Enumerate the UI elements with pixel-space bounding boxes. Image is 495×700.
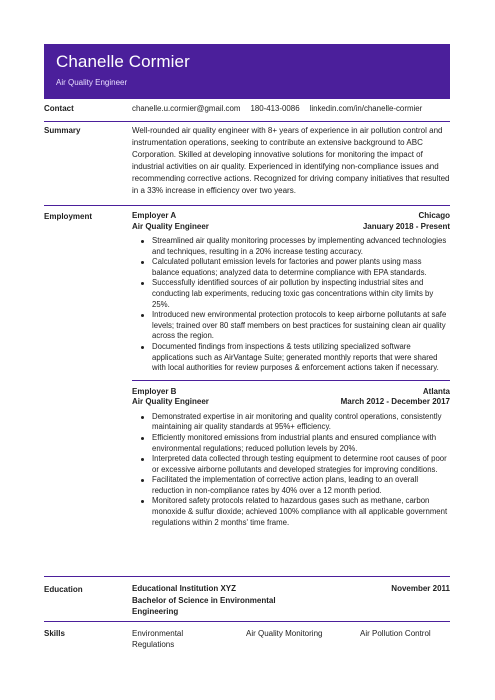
email-link[interactable]: chanelle.u.cormier@gmail.com (132, 104, 241, 113)
employer-name: Employer B (132, 386, 177, 396)
job-bullets (132, 412, 450, 529)
skills-list (132, 628, 450, 650)
institution-name: Educational Institution XYZ (132, 584, 236, 593)
job-entry (132, 211, 450, 374)
bullet-item: Successfully identified sources of air pollution by inspecting industrial sites and conducting lab experiments, reducing toxic gas concentrations within city limits by 25%. (132, 278, 450, 310)
skills-label: Skills (44, 629, 65, 638)
job-location: Chicago (418, 211, 450, 220)
phone-number[interactable]: 180-413-0086 (250, 104, 300, 113)
skill-item: Air Pollution Control (360, 629, 431, 638)
employment-label: Employment (44, 212, 93, 221)
bullet-item: Monitored safety protocols related to hazardous gases such as methane, carbon monoxide & sulfur dioxide; achieved 100% compliance with all applicable government regulations within 2 months' time frame. (132, 496, 450, 528)
job-bullets (132, 236, 450, 374)
bullet-item: Interpreted data collected through testing equipment to determine root causes of poor or excessive airborne pollutants and developed strategies for improving conditions. (132, 454, 450, 475)
job-dates: January 2018 - Present (362, 221, 450, 231)
contact-details (132, 103, 450, 115)
candidate-title: Air Quality Engineer (56, 78, 128, 87)
job-divider (132, 380, 450, 381)
skill-item: Air Quality Monitoring (246, 629, 323, 638)
summary-section (44, 122, 450, 206)
bullet-item: Documented findings from inspections & tests utilizing specialized software applications such as AirVantage Suite; generated monthly reports that were shared with local authorities for review purposes & enforcement actions taken if necessary. (132, 342, 450, 374)
bullet-item: Calculated pollutant emission levels for factories and power plants using mass balance equations; analyzed data to determine compliance with EPA standards. (132, 257, 450, 278)
bullet-item: Efficiently monitored emissions from industrial plants and ensured compliance with environmental regulations; reduced pollution levels by 20%. (132, 433, 450, 454)
employment-body (132, 211, 450, 528)
linkedin-link[interactable]: linkedin.com/in/chanelle-cormier (309, 104, 423, 113)
education-body (132, 584, 450, 617)
bullet-item: Facilitated the implementation of corrective action plans, leading to an overall reduction in non-compliance rates by 40% over a 12 month period. (132, 475, 450, 496)
contact-label: Contact (44, 104, 74, 113)
skills-section (44, 622, 450, 654)
bullet-item: Streamlined air quality monitoring processes by implementing advanced technologies and techniques, resulting in a 20% increase testing accuracy. (132, 236, 450, 257)
job-role: Air Quality Engineer (132, 397, 209, 407)
bullet-item: Introduced new environmental protection protocols to keep airborne pollutants at safe levels; trained over 80 staff members on best practices for sustaining clean air quality across the region. (132, 310, 450, 342)
employment-section (44, 206, 450, 577)
job-entry (132, 387, 450, 529)
job-role: Air Quality Engineer (132, 221, 209, 231)
job-location: Atlanta (422, 386, 450, 396)
skill-item: Environmental Regulations (132, 629, 184, 649)
bullet-item: Demonstrated expertise in air monitoring and quality control operations, consistently maintaining air quality standards at 95%+ efficiency. (132, 412, 450, 433)
candidate-name: Chanelle Cormier (56, 52, 190, 71)
contact-section (44, 100, 450, 122)
summary-label: Summary (44, 126, 81, 135)
degree-name: Bachelor of Science in Environmental Engineering (132, 595, 276, 616)
job-dates: March 2012 - December 2017 (340, 397, 450, 407)
employer-name: Employer A (132, 211, 177, 220)
graduation-date: November 2011 (391, 584, 450, 593)
education-section (44, 577, 450, 622)
education-label: Education (44, 585, 83, 594)
summary-text: Well-rounded air quality engineer with 8+ years of experience in air pollution control and instrumentation operations, seeking to contribute an extensive background to ABC Corporation. Skilled at developing innovative solutions for monitoring the impact of industrial activities on air quality. Experienced in identifying non-compliance issues and recommending corrective actions. Recognized for driving company initiatives that resulted in a 33% increase in efficiency over two years. (132, 126, 450, 195)
resume-header (44, 44, 450, 99)
